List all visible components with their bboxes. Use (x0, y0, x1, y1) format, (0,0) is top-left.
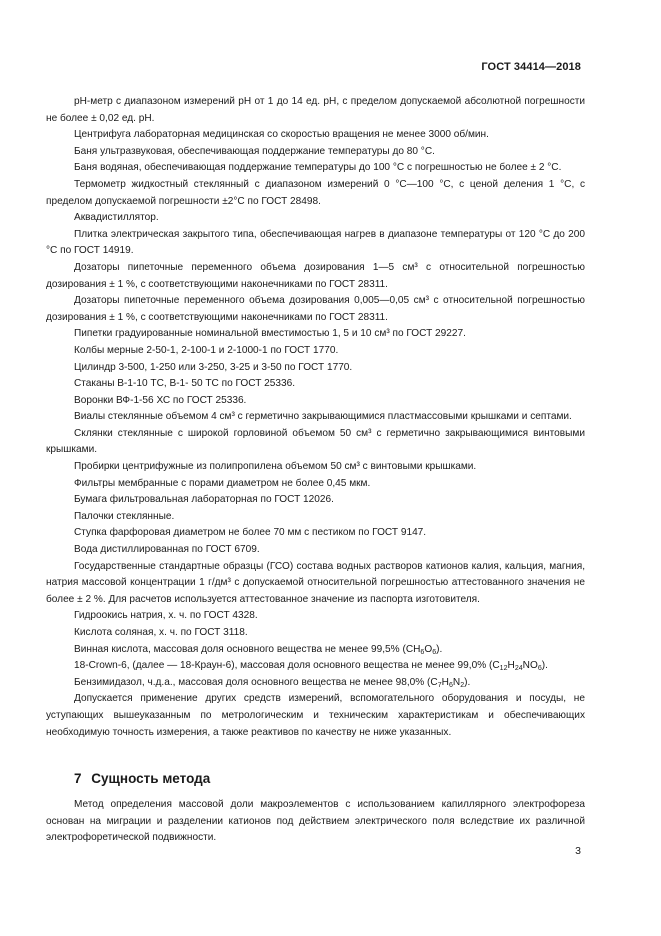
body-paragraph: Фильтры мембранные с порами диаметром не более 0,45 мкм. (74, 477, 371, 489)
reagent-paragraph (46, 658, 585, 675)
equipment-list (46, 94, 585, 741)
body-paragraph: Плитка электрическая закрытого типа, обеспечивающая нагрев в диапазоне температуры от 120 °С до 200 °С по ГОСТ 14919. (46, 228, 585, 257)
body-paragraph: Государственные стандартные образцы (ГСО) состава водных растворов катионов калия, кальция, магния, натрия массовой концентрации 1 г/дм³ с допускаемой относительной погрешностью аттестованного значения не более ± 2 %. Для расчетов используется аттестованное значение из паспорта изготовителя. (46, 560, 585, 605)
body-paragraph: Колбы мерные 2-50-1, 2-100-1 и 2-1000-1 по ГОСТ 1770. (74, 344, 339, 356)
reagent-paragraph (46, 642, 585, 659)
page-number: 3 (575, 845, 581, 857)
reagent-text: 18-Crown-6, (далее — 18-Краун-6), массовая доля основного вещества не менее 99,0% (74, 660, 489, 672)
body-paragraph: Дозаторы пипеточные переменного объема дозирования 0,005—0,05 см³ с относительной погрешностью дозирования ± 1 %, с соответствующими наконечниками по ГОСТ 28311. (46, 295, 585, 323)
body-paragraph: pH-метр с диапазоном измерений pH от 1 до 14 ед. pH, с пределом допускаемой абсолютной погрешности не более ± 0,02 ед. pH. (46, 96, 585, 124)
section-heading (74, 771, 210, 786)
chemical-formula: $(C_7H_6N_2)$. (427, 676, 471, 689)
body-paragraph: Баня водяная, обеспечивающая поддержание температуры до 100 °С с погрешностью не более ± 2 °С. (74, 162, 562, 174)
chemical-formula: $(CH_6O_6)$. (402, 643, 443, 656)
body-paragraph: Дозаторы пипеточные переменного объема дозирования 1—5 см³ с относительной погрешностью дозирования ± 1 %, с соответствующими наконечниками по ГОСТ 28311. (46, 261, 585, 290)
body-paragraph: Стаканы В-1-10 ТС, В-1- 50 ТС по ГОСТ 25336. (74, 378, 296, 390)
body-paragraph: Виалы стеклянные объемом 4 см³ с герметично закрывающимися пластмассовыми крышками и септами. (74, 411, 572, 423)
body-paragraph: Ступка фарфоровая диаметром не более 70 мм с пестиком по ГОСТ 9147. (74, 527, 427, 539)
body-paragraph: Бумага фильтровальная лабораторная по ГОСТ 12026. (74, 494, 334, 506)
reagent-paragraph (46, 675, 585, 692)
body-paragraph: Пробирки центрифужные из полипропилена объемом 50 см³ с винтовыми крышками. (74, 461, 477, 473)
chemical-formula: $(C_{12}H_{24}NO_6)$. (488, 660, 548, 673)
section-title: Сущность метода (91, 771, 211, 786)
body-paragraph: Воронки ВФ-1-56 ХС по ГОСТ 25336. (74, 394, 247, 406)
body-paragraph: Палочки стеклянные. (74, 510, 175, 522)
body-paragraph: Кислота соляная, х. ч. по ГОСТ 3118. (74, 627, 248, 638)
reagent-text: Винная кислота, массовая доля основного вещества не менее 99,5% (74, 643, 403, 655)
method-description (46, 797, 585, 847)
body-paragraph: Цилиндр 3-500, 1-250 или 3-250, 3-25 и 3-50 по ГОСТ 1770. (74, 361, 353, 373)
body-paragraph: Пипетки градуированные номинальной вместимостью 1, 5 и 10 см³ по ГОСТ 29227. (74, 328, 466, 340)
body-paragraph: Баня ультразвуковая, обеспечивающая поддержание температуры до 80 °С. (74, 145, 435, 157)
body-paragraph: Термометр жидкостный стеклянный с диапазоном измерений 0 °С—100 °С, с ценой деления 1 °С, с пределом допускаемой погрешности ±2°С по ГОСТ 28498. (46, 178, 585, 207)
body-paragraph: Центрифуга лабораторная медицинская со скоростью вращения не менее 3000 об/мин. (74, 129, 489, 141)
body-paragraph: Допускается применение других средств измерений, вспомогательного оборудования и посуды, не уступающих вышеуказанным по метрологическим и техническим характеристикам и обеспечивающих необходимую точность измерения, а также реактивов по качеству не ниже указанных. (46, 693, 585, 738)
body-paragraph: Аквадистиллятор. (74, 212, 159, 224)
method-paragraph: Метод определения массовой доли макроэлементов с использованием капиллярного электрофореза основан на миграции и разделении катионов под действием электрического поля вследствие их различной электрофоретической подвижности. (46, 799, 585, 844)
section-number: 7 (74, 771, 82, 786)
body-paragraph: Гидроокись натрия, х. ч. по ГОСТ 4328. (74, 610, 258, 622)
reagent-text: Бензимидазол, ч.д.а., массовая доля основного вещества не менее 98,0% (74, 676, 428, 688)
document-header: ГОСТ 34414—2018 (481, 61, 581, 73)
body-paragraph: Вода дистиллированная по ГОСТ 6709. (74, 544, 260, 556)
body-paragraph: Склянки стеклянные с широкой горловиной объемом 50 см³ с герметично закрывающимися винтовыми крышками. (46, 427, 585, 456)
